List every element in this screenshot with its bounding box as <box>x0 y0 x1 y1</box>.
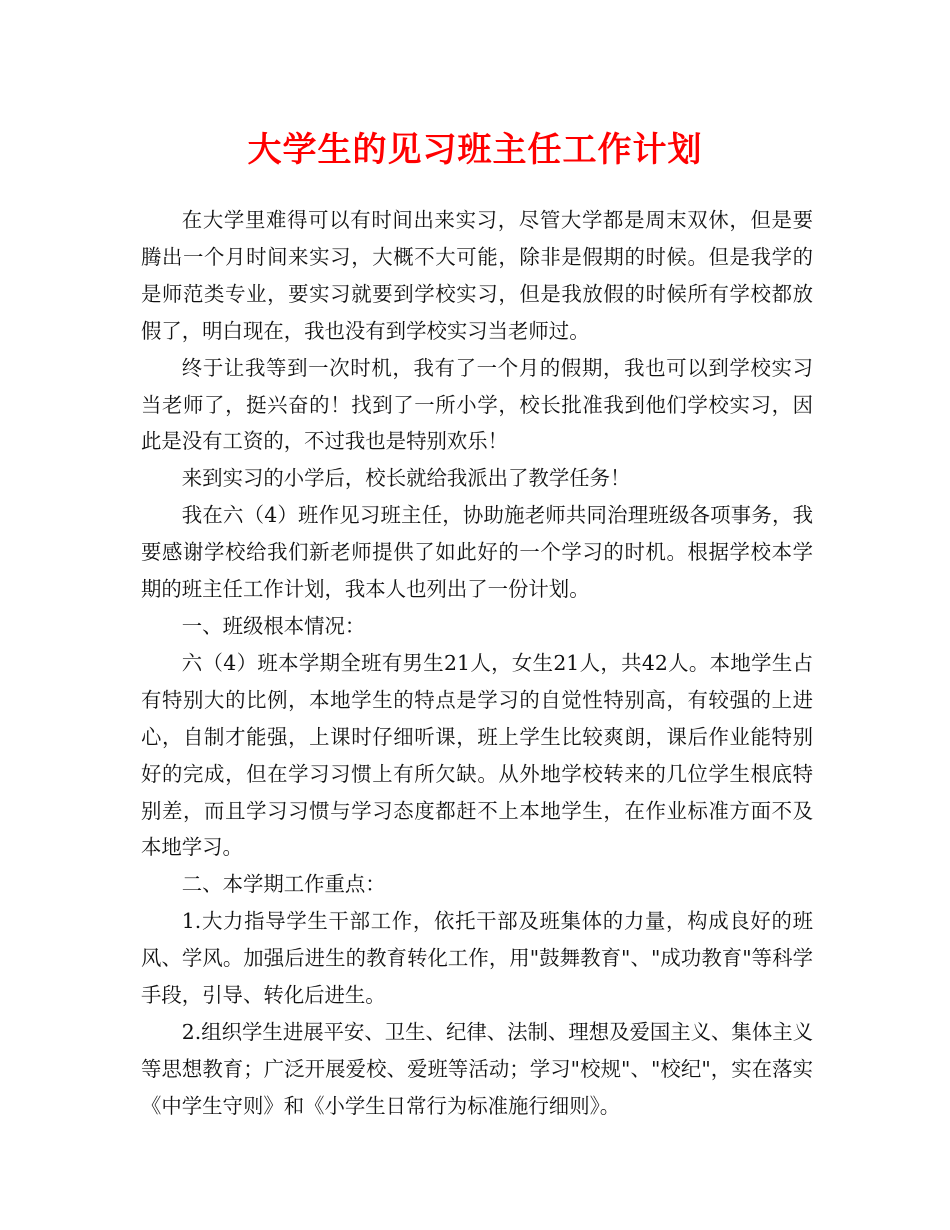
paragraph-class-role: 我在六（4）班作见习班主任，协助施老师共同治理班级各项事务，我要感谢学校给我们新老师提供了如此好的一个学习的时机。根据学校本学期的班主任工作计划，我本人也列出了一份计划。 <box>141 503 813 602</box>
paragraph-assignment: 来到实习的小学后，校长就给我派出了教学任务！ <box>181 466 631 491</box>
section-heading-work-focus: 二、本学期工作重点： <box>181 872 386 897</box>
paragraph-opportunity: 终于让我等到一次时机，我有了一个月的假期，我也可以到学校实习当老师了，挺兴奋的！找到了一所小学，校长批准我到他们学校实习，因此是没有工资的，不过我也是特别欢乐！ <box>141 355 813 454</box>
paragraph-class-situation: 六（4）班本学期全班有男生21人，女生21人，共42人。本地学生占有特别大的比例，本地学生的特点是学习的自觉性特别高，有较强的上进心，自制才能强，上课时仔细听课，班上学生比较爽朗，课后作业能特别好的完成，但在学习习惯上有所欠缺。从外地学校转来的几位学生根底特别差，而且学习习惯与学习态度都赶不上本地学生，在作业标准方面不及本地学习。 <box>141 650 813 860</box>
document-title: 大学生的见习班主任工作计划 <box>247 130 703 170</box>
section-heading-class-situation: 一、班级根本情况： <box>181 613 366 638</box>
paragraph-intro: 在大学里难得可以有时间出来实习，尽管大学都是周末双休，但是要腾出一个月时间来实习，大概不大可能，除非是假期的时候。但是我学的是师范类专业，要实习就要到学校实习，但是我放假的时候所有学校都放假了，明白现在，我也没有到学校实习当老师过。 <box>141 208 813 343</box>
list-item-focus-1: 1.大力指导学生干部工作，依托干部及班集体的力量，构成良好的班风、学风。加强后进生的教育转化工作，用"鼓舞教育"、"成功教育"等科学手段，引导、转化后进生。 <box>141 909 813 1008</box>
document-body <box>141 202 813 1125</box>
list-item-focus-2: 2.组织学生进展平安、卫生、纪律、法制、理想及爱国主义、集体主义等思想教育；广泛开展爱校、爱班等活动；学习"校规"、"校纪"，实在落实《中学生守则》和《小学生日常行为标准施行细则》。 <box>141 1019 813 1118</box>
